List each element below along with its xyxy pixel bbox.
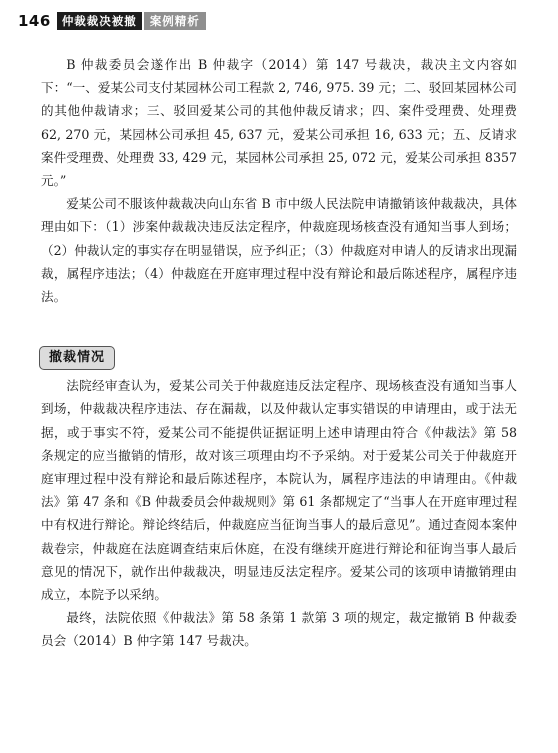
page-number: 146 [18,12,51,30]
book-title: 仲裁裁决被撤 [57,12,142,30]
paragraph-appeal-reasons: 爱某公司不服该仲裁裁决向山东省 B 市中级人民法院申请撤销该仲裁裁决，具体理由如下：（1）涉案仲裁裁决违反法定程序，仲裁庭现场核查没有通知当事人到场；（2）仲裁认定的事实存在明显错误，应予纠正；（3）仲裁庭对申请人的反请求出现漏裁，属程序违法；（4）仲裁庭在开庭审理过程中没有辩论和最后陈述程序，属程序违法。 [41,196,517,305]
paragraph-final-ruling: 最终，法院依照《仲裁法》第 58 条第 1 款第 3 项的规定，裁定撤销 B 仲裁委员会（2014）B 仲字第 147 号裁决。 [41,610,517,649]
page-header [18,10,206,32]
paragraph-award-content: B 仲裁委员会遂作出 B 仲裁字（2014）第 147 号裁决，裁决主文内容如下：“一、爱某公司支付某园林公司工程款 2, 746, 975. 39 元；二、驳回某园林公司的其他仲裁请求；三、驳回爱某公司的其他仲裁反请求；四、案件受理费、处理费 62, 270 元，某园林公司承担 45, 637 元，爱某公司承担 16, 633 元；五、反请求案件受理费、处理费 33, 429 元，某园林公司承担 25, 072 元，爱某公司承担 8357 元。” [41,57,517,189]
section-tag: 案例精析 [144,12,206,30]
section-heading: 撤裁情况 [39,346,115,370]
page-body [41,53,517,653]
paragraph-court-review: 法院经审查认为，爱某公司关于仲裁庭违反法定程序、现场核查没有通知当事人到场，仲裁裁决程序违法、存在漏裁，以及仲裁认定事实错误的申请理由，或于法无据，或于事实不符，爱某公司不能提供证据证明上述申请理由符合《仲裁法》第 58 条规定的应当撤销的情形，故对该三项理由均不予采纳。对于爱某公司关于仲裁庭开庭审理过程中没有辩论和最后陈述程序，本院认为，属程序违法的申请理由。《仲裁法》第 47 条和《B 仲裁委员会仲裁规则》第 61 条都规定了“当事人在开庭审理过程中有权进行辩论。辩论终结后，仲裁庭应当征询当事人的最后意见”。通过查阅本案仲裁卷宗，仲裁庭在法庭调查结束后休庭，在没有继续开庭进行辩论和征询当事人最后意见的情况下，就作出仲裁裁决，明显违反法定程序。爱某公司的该项申请撤销理由成立，本院予以采纳。 [41,378,517,603]
